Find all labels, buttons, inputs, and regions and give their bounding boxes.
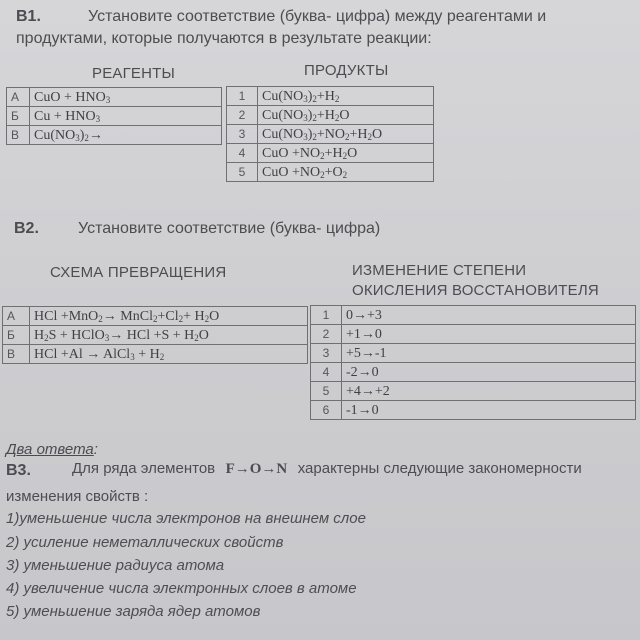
table-row: [7, 107, 222, 126]
change-number: 3: [311, 344, 342, 363]
table-row: [3, 326, 308, 345]
change-number: 5: [311, 382, 342, 401]
b3-text-line2: изменения свойств :: [6, 488, 149, 505]
change-number: 4: [311, 363, 342, 382]
product-number: 1: [227, 87, 258, 106]
b3-text-line1: [72, 460, 582, 478]
b2-number: В2.: [14, 220, 39, 237]
reagent-formula: $Cu + HNO_3$: [30, 107, 222, 126]
table-row: [311, 344, 636, 363]
product-number: 4: [227, 144, 258, 163]
change-number: 1: [311, 306, 342, 325]
product-formula: $Cu(NO_3)_2+NO_2+H_2O$: [258, 125, 434, 144]
change-value: 0→+3: [342, 306, 636, 325]
table-row: [227, 87, 434, 106]
product-formula: CuO $+NO_2+H_2O$: [258, 144, 434, 163]
change-value: +1→0: [342, 325, 636, 344]
b3-text-before: Для ряда элементов: [72, 460, 216, 477]
b3-number: В3.: [6, 462, 31, 479]
table-row: [311, 401, 636, 420]
reagent-formula: $Cu(NO_3)_2\to$: [30, 126, 222, 145]
change-number: 2: [311, 325, 342, 344]
product-formula: $Cu(NO_3)_2+H_2$: [258, 87, 434, 106]
table-row: [3, 307, 308, 326]
b3-option-4: 4) увеличение числа электронных слоев в атоме: [6, 580, 357, 597]
scheme-formula: $H_2S$ + HClO$_3$→ HCl $+S + H_2O$: [30, 326, 308, 345]
scheme-formula: HCl +Al → AlCl$_3$ + $H_2$: [30, 345, 308, 364]
product-formula: CuO $+NO_2+O_2$: [258, 163, 434, 182]
reagent-formula: CuO + $HNO_3$: [30, 88, 222, 107]
b1-products-table: [226, 86, 434, 182]
b1-number: В1.: [16, 8, 41, 25]
b1-header-reagents: РЕАГЕНТЫ: [92, 65, 176, 82]
scheme-letter: В: [3, 345, 30, 364]
b3-element-series: F→O→N: [225, 461, 288, 477]
b2-header-scheme: СХЕМА ПРЕВРАЩЕНИЯ: [50, 264, 227, 281]
change-value: -1→0: [342, 401, 636, 420]
table-row: [311, 363, 636, 382]
b1-header-products: ПРОДУКТЫ: [304, 62, 389, 79]
table-row: [3, 345, 308, 364]
b3-option-5: 5) уменьшение заряда ядер атомов: [6, 603, 261, 620]
b2-text: Установите соответствие (буква- цифра): [78, 220, 381, 237]
table-row: [311, 382, 636, 401]
answers-label: Два ответа: [6, 441, 94, 458]
b1-reagents-table: [6, 87, 222, 145]
product-number: 5: [227, 163, 258, 182]
table-row: [311, 325, 636, 344]
table-row: [227, 106, 434, 125]
b1-text-line2: продуктами, которые получаются в результате реакции:: [16, 30, 432, 47]
b3-option-3: 3) уменьшение радиуса атома: [6, 557, 225, 574]
table-row: [227, 144, 434, 163]
scheme-formula: HCl $+MnO_2\to MnCl_2+Cl_2+ H_2O$: [30, 307, 308, 326]
change-number: 6: [311, 401, 342, 420]
b2-header-change-line1: ИЗМЕНЕНИЕ СТЕПЕНИ: [352, 262, 527, 279]
change-value: +5→-1: [342, 344, 636, 363]
scheme-letter: А: [3, 307, 30, 326]
table-row: [227, 163, 434, 182]
b3-option-2: 2) усиление неметаллических свойств: [6, 534, 284, 551]
b2-changes-table: [310, 305, 636, 420]
product-formula: $Cu(NO_3)_2+H_2O$: [258, 106, 434, 125]
reagent-letter: А: [7, 88, 30, 107]
scheme-letter: Б: [3, 326, 30, 345]
reagent-letter: Б: [7, 107, 30, 126]
b3-text-after: характерны следующие закономерности: [297, 460, 582, 477]
product-number: 2: [227, 106, 258, 125]
table-row: [7, 126, 222, 145]
table-row: [227, 125, 434, 144]
change-value: -2→0: [342, 363, 636, 382]
b3-answers-note: [6, 441, 98, 459]
b2-schemes-table: [2, 306, 308, 364]
reagent-letter: В: [7, 126, 30, 145]
answers-colon: :: [93, 441, 98, 458]
table-row: [311, 306, 636, 325]
b1-text-line1: Установите соответствие (буква- цифра) между реагентами и: [88, 8, 547, 25]
table-row: [7, 88, 222, 107]
b3-option-1: 1)уменьшение числа электронов на внешнем слое: [6, 510, 366, 527]
product-number: 3: [227, 125, 258, 144]
change-value: +4→+2: [342, 382, 636, 401]
b2-header-change-line2: ОКИСЛЕНИЯ ВОССТАНОВИТЕЛЯ: [352, 282, 599, 299]
